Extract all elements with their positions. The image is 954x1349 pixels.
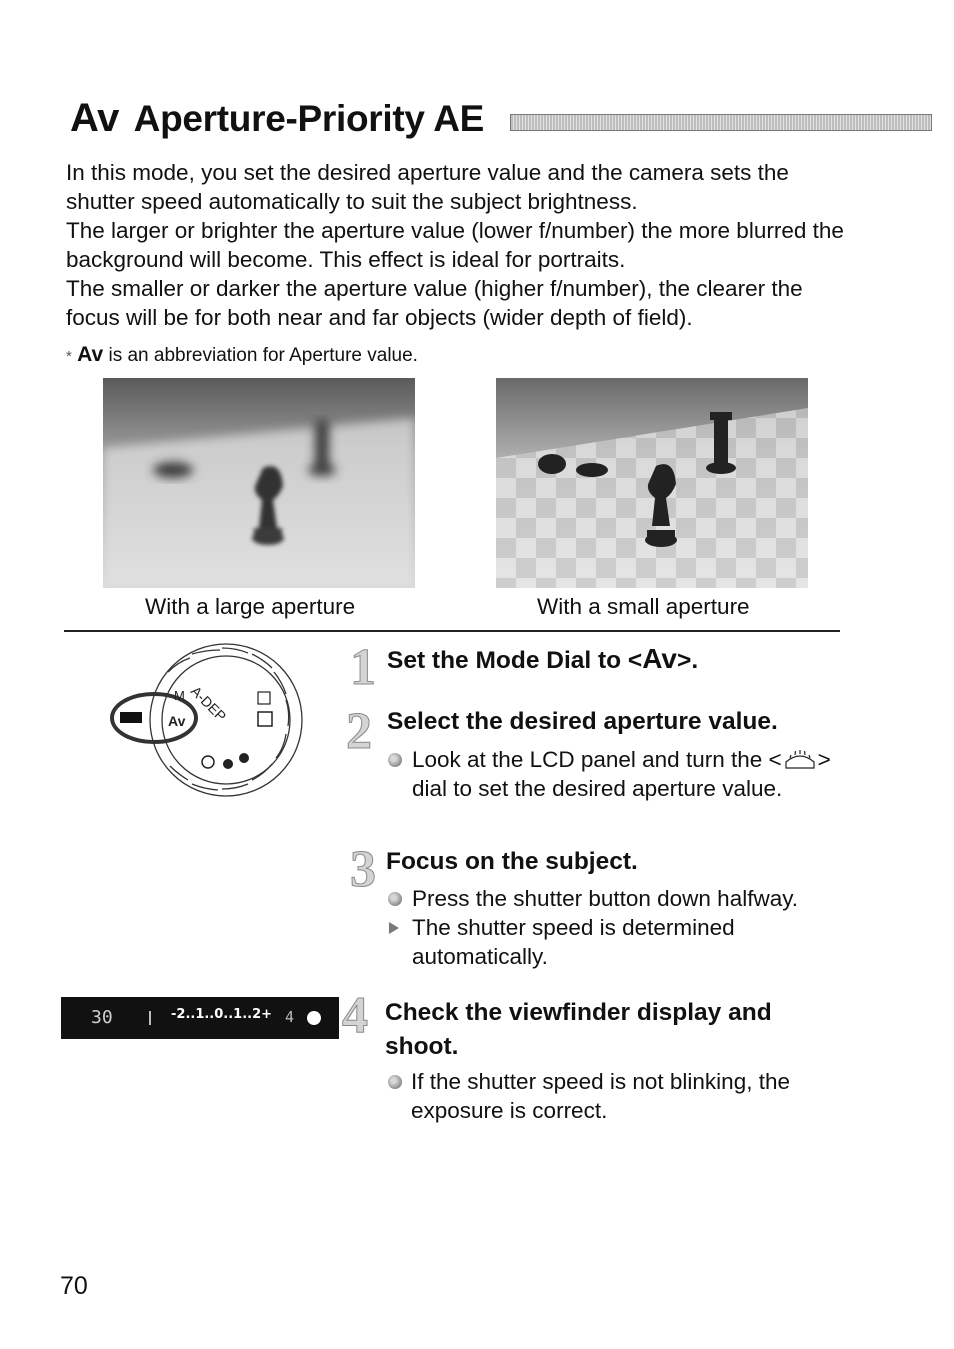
viewfinder-shutter: 30 xyxy=(91,1007,113,1028)
page-number: 70 xyxy=(60,1272,88,1300)
intro-text xyxy=(66,158,856,332)
result-arrow-icon xyxy=(389,922,399,934)
step-4-heading xyxy=(385,996,772,1064)
footnote xyxy=(66,343,418,367)
dial-label-adep: A-DEP xyxy=(187,682,230,725)
section-divider xyxy=(64,630,840,632)
step-2-heading: Select the desired aperture value. xyxy=(387,708,778,735)
viewfinder-separator xyxy=(149,1011,151,1025)
step-4-number: 4 xyxy=(342,987,368,1044)
intro-paragraph: In this mode, you set the desired aperture value and the camera sets the shutter speed automatically to suit the subject brightness. xyxy=(66,160,789,214)
footnote-symbol: * xyxy=(66,348,72,365)
intro-paragraph: The smaller or darker the aperture value (higher f/number), the clearer the focus will be for both near and far objects (wider depth of field). xyxy=(66,276,803,330)
step-2-bullet xyxy=(412,745,842,803)
step-1-heading-prefix: Set the Mode Dial to < xyxy=(387,647,643,674)
caption-large-aperture: With a large aperture xyxy=(145,594,356,619)
step-2-number: 2 xyxy=(346,703,372,760)
step-3-bullet: Press the shutter button down halfway. xyxy=(412,886,799,911)
bullet-dot-icon xyxy=(388,753,402,767)
step-1-number: 1 xyxy=(350,639,376,696)
intro-paragraph: The larger or brighter the aperture value (lower f/number) the more blurred the background will become. This effect is ideal for portraits. xyxy=(66,218,844,272)
footnote-av-label: Av xyxy=(77,343,104,366)
step-4-bullet: If the shutter speed is not blinking, the exposure is correct. xyxy=(411,1069,790,1123)
step-1-av-label: Av xyxy=(642,643,678,674)
viewfinder-digit: 4 xyxy=(285,1008,295,1026)
viewfinder-display xyxy=(61,997,339,1039)
step-2-bullet-suffix: > dial to set the desired aperture value. xyxy=(412,747,831,801)
step-3-result: The shutter speed is determined automatically. xyxy=(412,915,735,969)
dial-label-av: Av xyxy=(168,713,186,729)
viewfinder-exposure-scale: -2..1..0..1..2+ xyxy=(171,1007,273,1022)
dial-label-m: M xyxy=(174,688,185,703)
title-av-label: Av xyxy=(70,96,120,140)
bullet-dot-icon xyxy=(388,1075,402,1089)
title-rule-bar xyxy=(510,114,932,131)
bullet-dot-icon xyxy=(388,892,402,906)
photo-small-aperture xyxy=(496,378,808,588)
photo-large-aperture xyxy=(103,378,415,588)
mode-dial-illustration xyxy=(108,640,303,800)
step-1-heading xyxy=(387,643,698,675)
focus-confirmation-icon xyxy=(307,1011,321,1025)
footnote-text: is an abbreviation for Aperture value. xyxy=(108,345,418,366)
step-4-heading-line: shoot. xyxy=(385,1033,459,1060)
step-3-heading: Focus on the subject. xyxy=(386,848,638,875)
title-text: Aperture-Priority AE xyxy=(133,98,485,139)
step-3-number: 3 xyxy=(350,841,376,898)
step-1-heading-suffix: >. xyxy=(677,647,699,674)
main-dial-icon xyxy=(782,748,818,770)
page-title xyxy=(70,96,484,141)
caption-small-aperture: With a small aperture xyxy=(537,594,750,619)
step-4-heading-line: Check the viewfinder display and xyxy=(385,999,772,1026)
step-2-bullet-prefix: Look at the LCD panel and turn the < xyxy=(412,747,782,772)
